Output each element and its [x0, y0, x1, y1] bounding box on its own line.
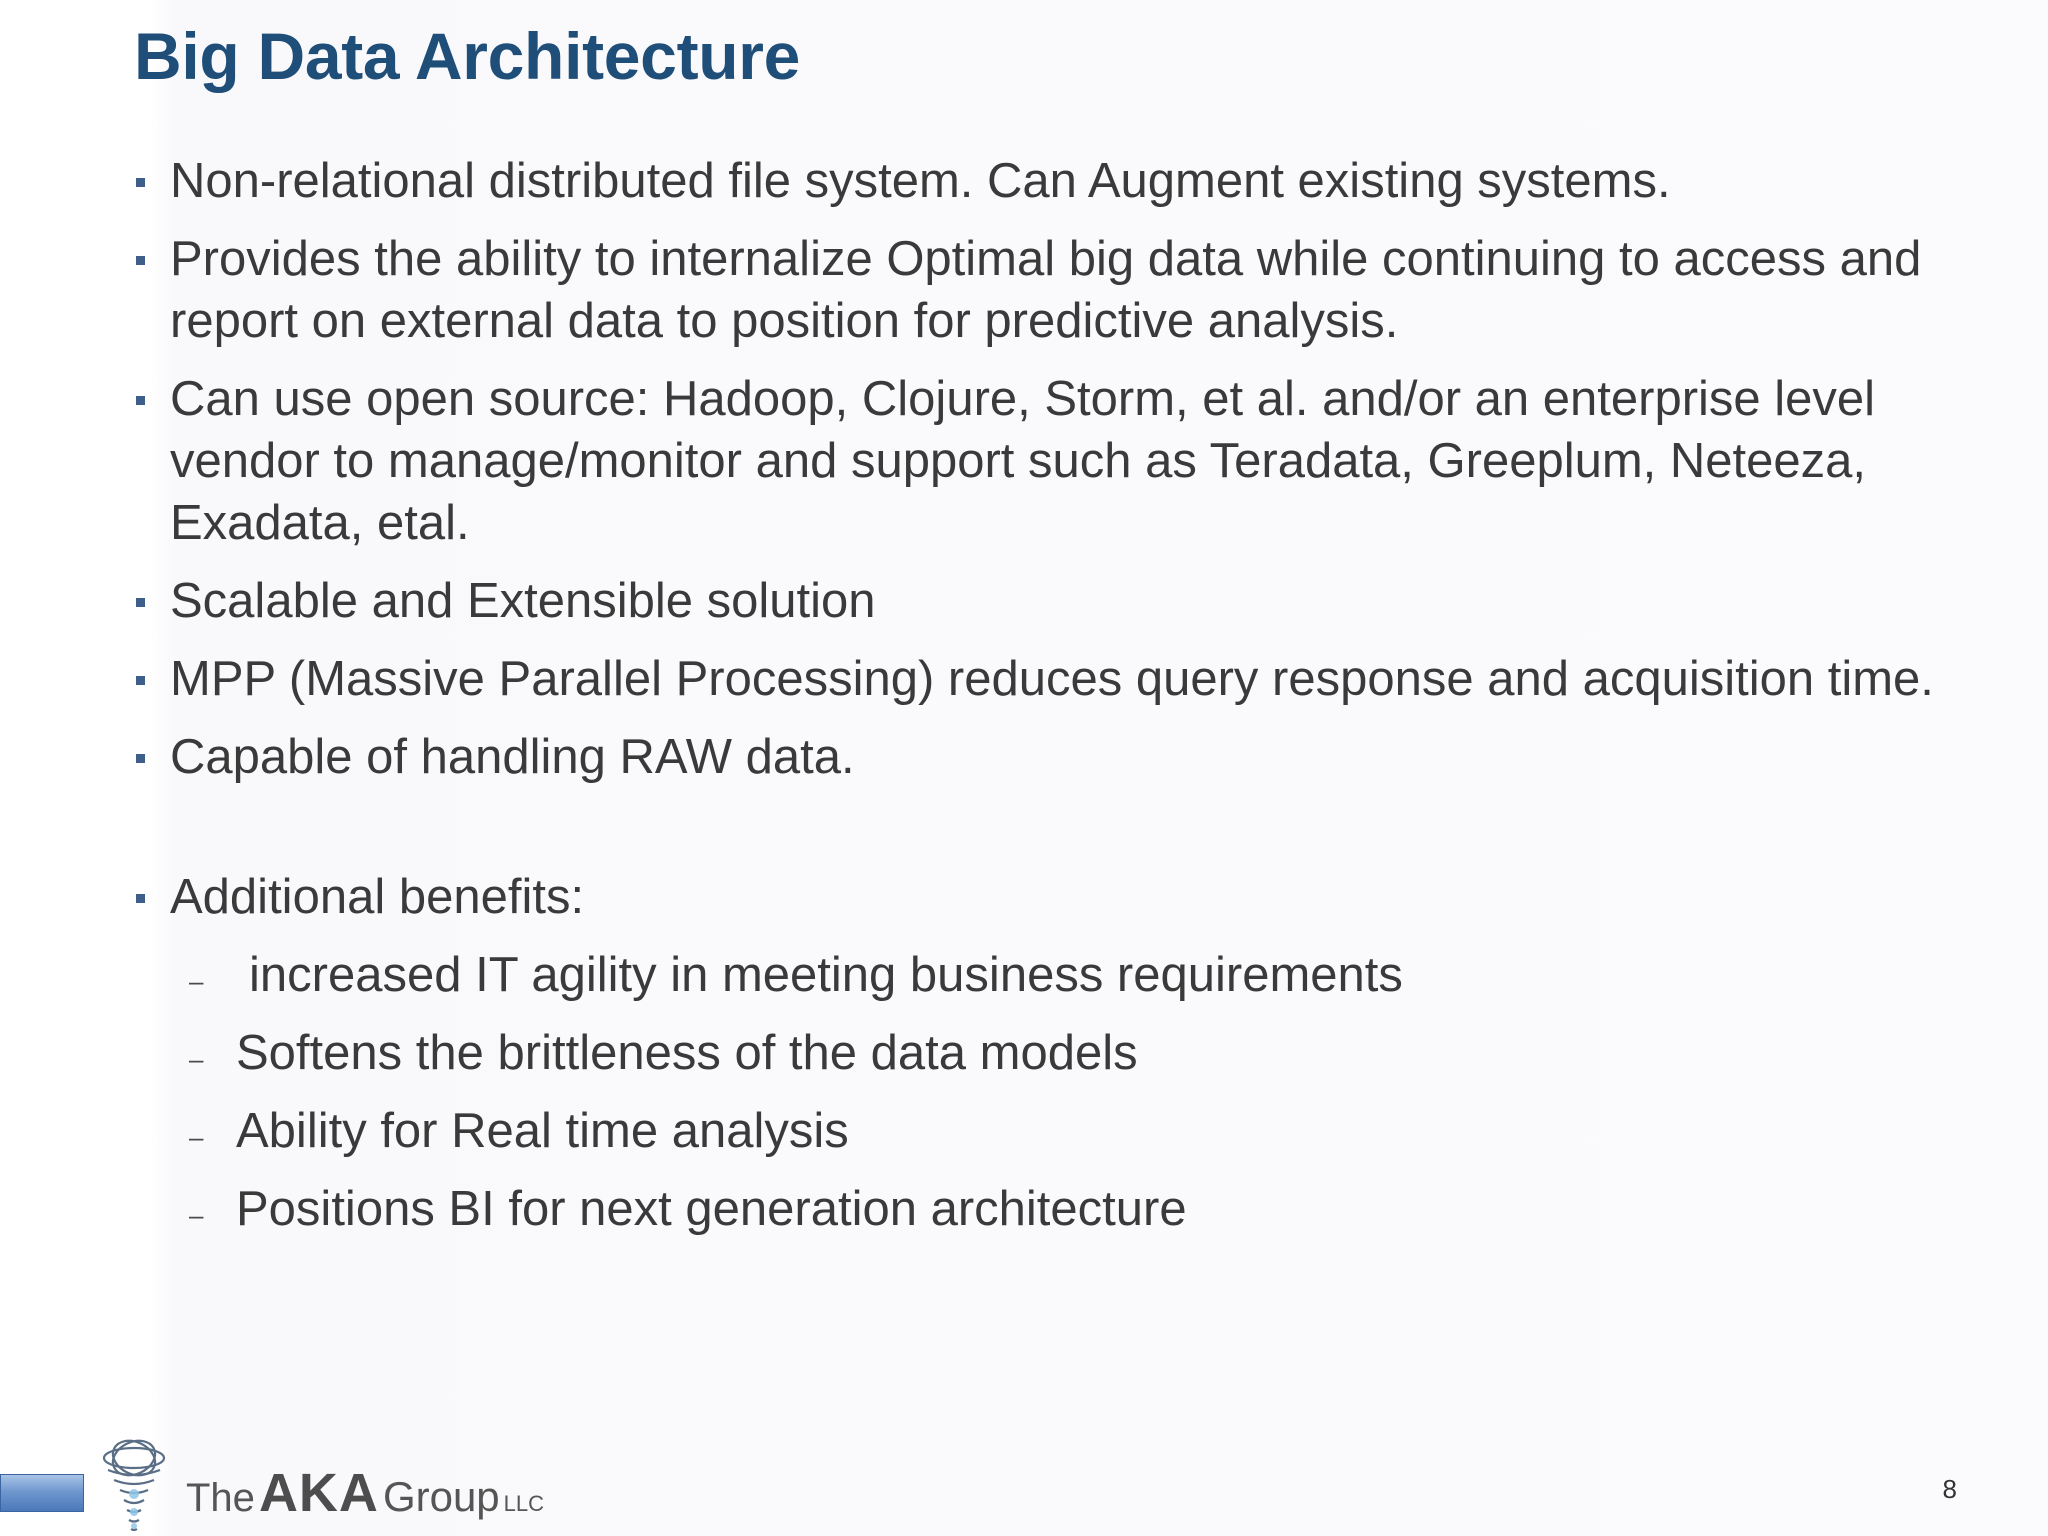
tornado-globe-icon	[100, 1436, 180, 1536]
sub-bullet-text: Softens the brittleness of the data models	[236, 1026, 1138, 1080]
bullet-text: Provides the ability to internalize Optimal big data while continuing to access and report on external data to position for predictive analysis.	[170, 232, 1922, 348]
bullet-item-additional-benefits	[134, 866, 1994, 928]
sub-bullet-item	[134, 1178, 1994, 1240]
dash-bullet-icon: –	[189, 1200, 204, 1230]
logo-aka: AKA	[258, 1463, 379, 1523]
sub-bullet-item	[134, 1100, 1994, 1162]
bullet-item	[134, 570, 1994, 632]
square-bullet-icon	[136, 754, 145, 763]
bullet-item	[134, 648, 1994, 710]
square-bullet-icon	[136, 894, 145, 903]
dash-bullet-icon: –	[189, 966, 204, 996]
sub-bullet-text: Positions BI for next generation architecture	[236, 1182, 1187, 1236]
dash-bullet-icon: –	[189, 1122, 204, 1152]
sub-bullet-item	[134, 944, 1994, 1006]
square-bullet-icon	[136, 256, 145, 265]
sub-bullet-text: Ability for Real time analysis	[236, 1104, 849, 1158]
bullet-text: MPP (Massive Parallel Processing) reduces query response and acquisition time.	[170, 652, 1934, 706]
bullet-text: Additional benefits:	[170, 870, 585, 924]
logo-group: Group	[382, 1473, 500, 1520]
company-logo	[100, 1436, 600, 1536]
bullet-item	[134, 368, 1994, 554]
sub-bullet-item	[134, 1022, 1994, 1084]
square-bullet-icon	[136, 676, 145, 685]
logo-the: The	[186, 1476, 255, 1520]
logo-llc: LLC	[503, 1491, 545, 1516]
dash-bullet-icon: –	[189, 1044, 204, 1074]
sub-bullet-text: increased IT agility in meeting business requirements	[249, 948, 1403, 1002]
bullet-list	[134, 150, 1994, 1256]
slide-title: Big Data Architecture	[134, 19, 801, 93]
square-bullet-icon	[136, 178, 145, 187]
bullet-text: Can use open source: Hadoop, Clojure, Storm, et al. and/or an enterprise level vendor to manage/monitor and support such as Teradata, Greeplum, Neteeza, Exadata, etal.	[170, 372, 1876, 550]
bullet-item	[134, 726, 1994, 788]
footer-accent-bar	[0, 1474, 84, 1512]
logo-wordmark	[186, 1462, 544, 1524]
bullet-item	[134, 228, 1994, 352]
bullet-text: Scalable and Extensible solution	[170, 574, 876, 628]
page-number: 8	[1942, 1474, 1957, 1504]
bullet-text: Non-relational distributed file system. Can Augment existing systems.	[170, 154, 1671, 208]
square-bullet-icon	[136, 598, 145, 607]
bullet-text: Capable of handling RAW data.	[170, 730, 855, 784]
bullet-item	[134, 150, 1994, 212]
square-bullet-icon	[136, 396, 145, 405]
